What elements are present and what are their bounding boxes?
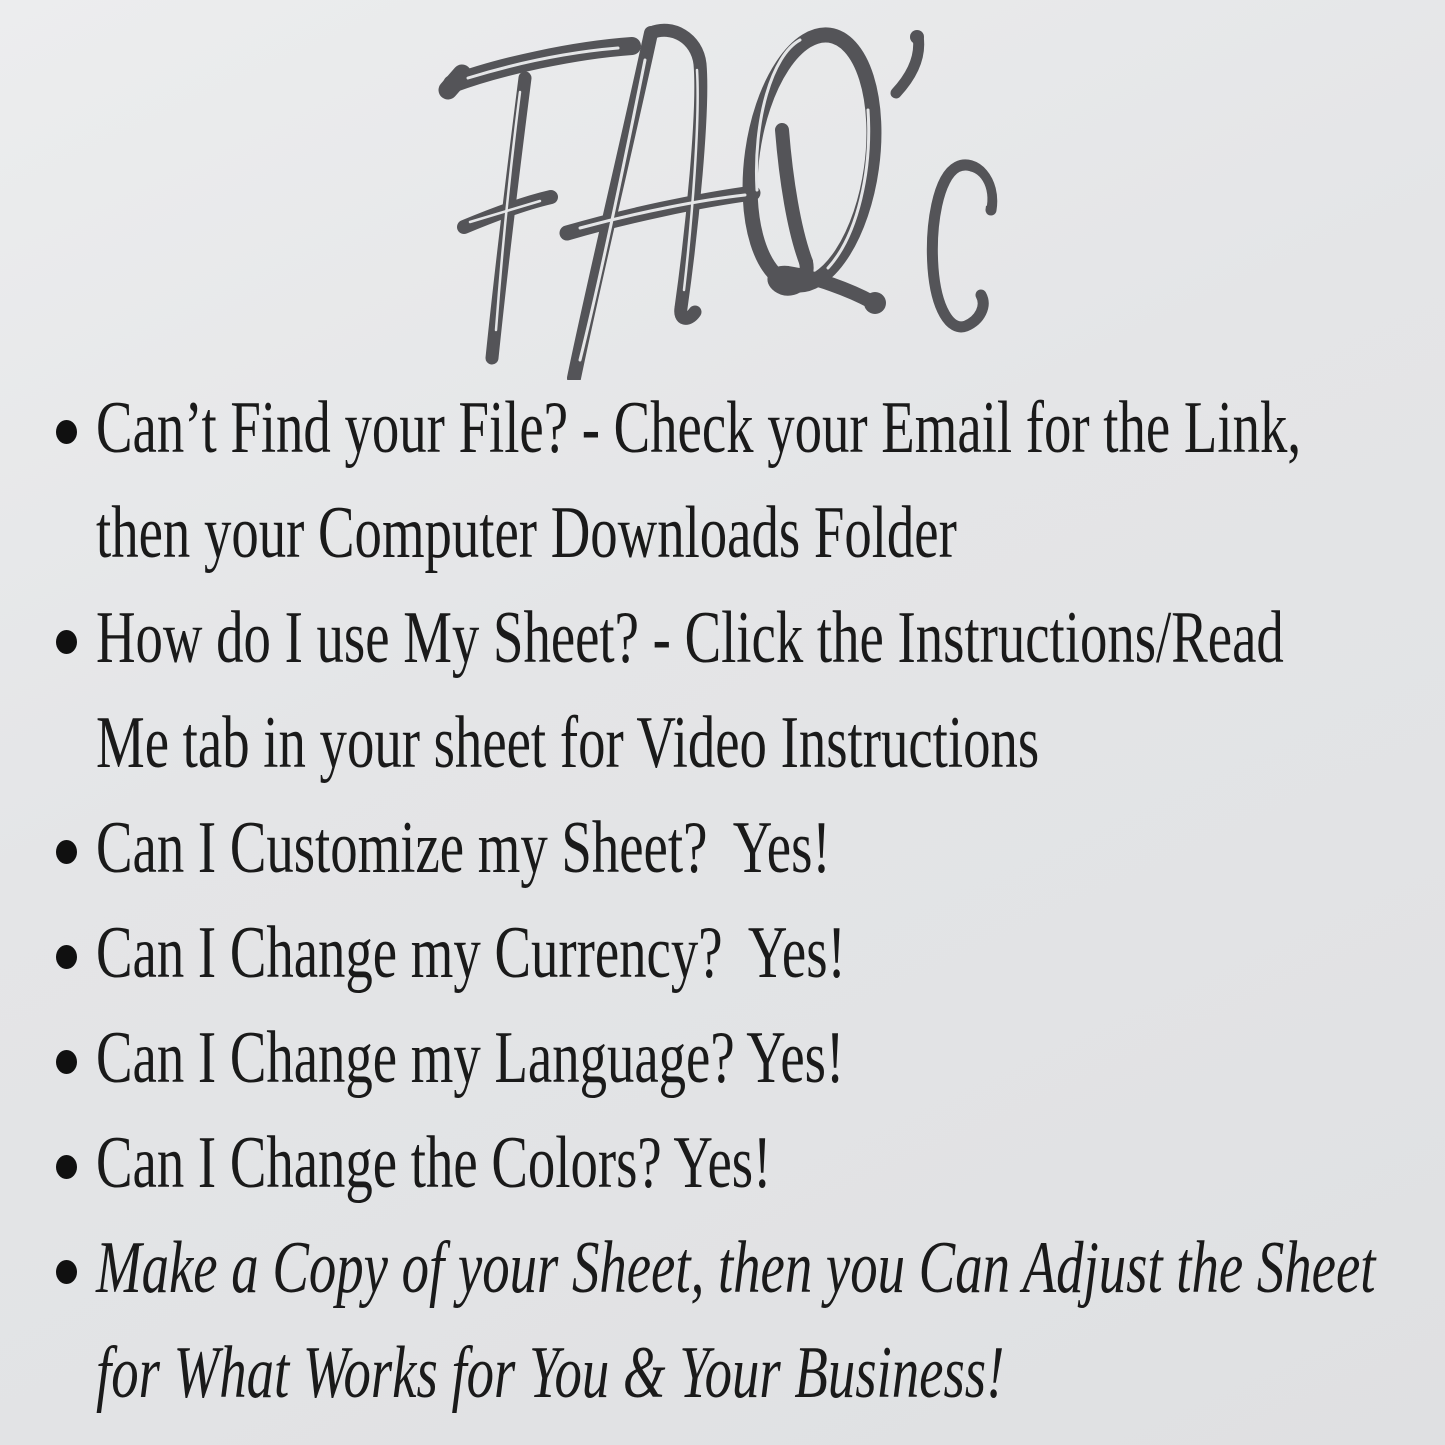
faq-line: Can I Change my Currency? Yes! [96,912,846,994]
faq-line: Me tab in your sheet for Video Instructions [96,702,1040,784]
faq-item-lines [96,1216,1431,1426]
faq-item-lines [96,1111,1431,1216]
faq-item-lines [96,1006,1431,1111]
faq-item [38,901,1431,1006]
faq-line: Can’t Find your File? - Check your Email for the Link, [96,387,1302,469]
faq-item [38,586,1431,796]
faq-item-lines [96,901,1431,1006]
bullet-dot-icon [38,586,96,691]
bullet-dot-icon [38,1111,96,1216]
bullet-dot-icon [38,901,96,1006]
faq-line: for What Works for You & Your Business! [96,1332,1005,1414]
faq-line: Can I Change the Colors? Yes! [96,1122,772,1204]
faq-item-lines [96,586,1431,796]
faq-item [38,1216,1431,1426]
bullet-dot-icon [38,376,96,481]
faq-item-lines [96,376,1431,586]
faq-item [38,1006,1431,1111]
bullet-dot-icon [38,1216,96,1321]
bullet-dot-icon [38,1006,96,1111]
page-title [430,10,1030,380]
faq-item-lines [96,796,1431,901]
faq-item [38,796,1431,901]
bullet-dot-icon [38,796,96,901]
faq-line: then your Computer Downloads Folder [96,492,957,574]
faq-line: Make a Copy of your Sheet, then you Can Adjust the Sheet [96,1227,1376,1309]
faq-line: Can I Customize my Sheet? Yes! [96,807,831,889]
faq-line: Can I Change my Language? Yes! [96,1017,845,1099]
faq-list [38,376,1431,1426]
faq-line: How do I use My Sheet? - Click the Instructions/Read [96,597,1284,679]
faq-item [38,1111,1431,1216]
faqs-title-lettering [430,10,1030,380]
faq-item [38,376,1431,586]
